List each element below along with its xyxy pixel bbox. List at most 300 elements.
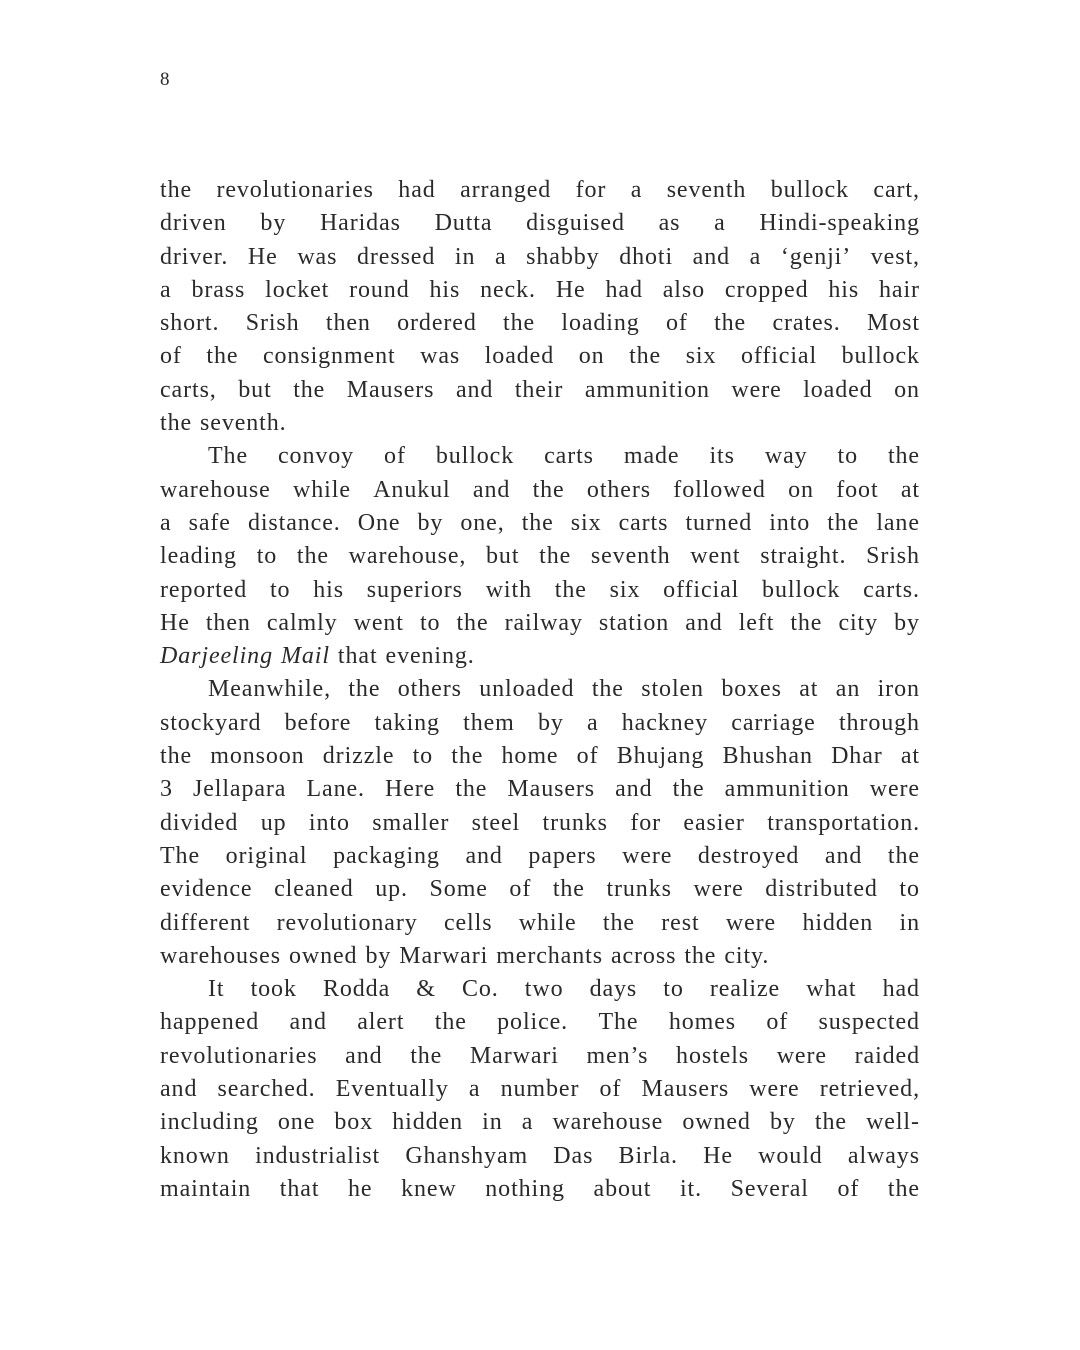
text-line — [160, 507, 920, 540]
word: industrialist — [255, 1142, 381, 1169]
word: the — [539, 543, 572, 570]
text-line — [160, 673, 920, 706]
word: stockyard — [160, 709, 262, 736]
word: loading — [561, 310, 640, 337]
word: One — [357, 509, 401, 536]
word: while — [518, 909, 577, 936]
word: disguised — [526, 210, 625, 237]
word: He — [160, 609, 190, 636]
word: bullock — [762, 576, 841, 603]
word: hair — [879, 276, 920, 303]
word: hidden — [802, 909, 874, 936]
text-line — [160, 773, 920, 806]
word: way — [764, 443, 808, 470]
text-line — [160, 307, 920, 340]
word: Srish — [866, 543, 920, 570]
word: while — [293, 476, 351, 503]
word: Co. — [461, 976, 499, 1003]
word: loaded — [803, 376, 873, 403]
text-line — [160, 340, 920, 373]
word: their — [514, 376, 564, 403]
word: Mausers — [346, 376, 435, 403]
word: but — [238, 376, 272, 403]
word: the — [296, 543, 329, 570]
word: and — [824, 842, 863, 869]
word: were — [731, 376, 782, 403]
word: crates. — [772, 310, 841, 337]
word: distributed — [765, 876, 878, 903]
word: cleaned — [274, 876, 354, 903]
word: the — [160, 743, 193, 770]
paragraph — [160, 174, 920, 440]
word: driven — [160, 210, 227, 237]
word: Most — [867, 310, 920, 337]
word: railway — [504, 609, 583, 636]
text-line — [160, 1106, 920, 1139]
word: were — [776, 1042, 827, 1069]
word: city. — [724, 942, 770, 969]
word: safe — [188, 509, 231, 536]
word: turned — [685, 509, 753, 536]
word: superiors — [366, 576, 463, 603]
word: was — [297, 243, 338, 270]
word: went — [353, 609, 404, 636]
word: about — [593, 1175, 652, 1202]
text-line — [160, 807, 920, 840]
word: on — [788, 476, 814, 503]
word: would — [758, 1142, 823, 1169]
word: the — [814, 1109, 847, 1136]
word: ordered — [397, 310, 477, 337]
word: evening. — [385, 643, 475, 670]
word: the — [456, 609, 489, 636]
word: arranged — [460, 177, 552, 203]
word: including — [160, 1109, 259, 1136]
word: had — [605, 276, 643, 303]
word: carts. — [863, 576, 920, 603]
word: a — [160, 276, 172, 303]
word: station — [598, 609, 670, 636]
word: He — [555, 276, 586, 303]
word: with — [485, 576, 532, 603]
word: to — [412, 743, 434, 770]
word: the — [591, 676, 624, 703]
word: searched. — [217, 1076, 316, 1103]
text-line — [160, 940, 920, 973]
word: by — [417, 509, 444, 536]
word: hidden — [392, 1109, 463, 1136]
word: Marwari — [469, 1042, 559, 1069]
word: six — [570, 509, 602, 536]
word: seventh. — [200, 410, 287, 437]
word: as — [658, 210, 681, 237]
paragraph — [160, 973, 920, 1206]
word: on — [894, 376, 920, 403]
word: dressed — [356, 243, 436, 270]
word: home — [501, 743, 559, 770]
word: through — [838, 709, 920, 736]
word: alert — [357, 1009, 405, 1036]
word: a — [494, 243, 507, 270]
word: merchants — [496, 942, 603, 969]
word: by — [769, 1109, 796, 1136]
word: at — [799, 676, 819, 703]
word: followed — [673, 476, 766, 503]
word: and — [685, 609, 723, 636]
text-line — [160, 607, 920, 640]
word: by — [537, 709, 564, 736]
word: one, — [460, 509, 505, 536]
word: Several — [730, 1175, 809, 1202]
word: revolutionary — [276, 909, 418, 936]
word: Das — [553, 1142, 594, 1169]
word: Bhujang — [616, 743, 705, 770]
word: of — [766, 1009, 789, 1036]
word: across — [610, 942, 677, 969]
word: and — [455, 376, 494, 403]
word: an — [835, 676, 861, 703]
word: easier — [683, 809, 745, 836]
word: loaded — [484, 343, 555, 370]
word: suspected — [818, 1009, 920, 1036]
text-line — [160, 640, 920, 673]
word: and — [692, 243, 731, 270]
paragraph — [160, 440, 920, 673]
word: carriage — [731, 709, 816, 736]
word: he — [348, 1175, 373, 1202]
word: the — [293, 376, 326, 403]
word: Bhushan — [722, 743, 813, 770]
word: at — [900, 743, 920, 770]
word: of — [509, 876, 532, 903]
word: the — [455, 776, 488, 803]
word: into — [308, 809, 350, 836]
word: a — [468, 1076, 481, 1103]
word: a — [630, 177, 643, 203]
word: into — [769, 509, 811, 536]
word: reported — [160, 576, 248, 603]
word: round — [349, 276, 410, 303]
word: then — [325, 310, 371, 337]
word: had — [398, 177, 436, 203]
word: the — [206, 343, 239, 370]
word: drizzle — [322, 743, 395, 770]
word: driver. — [160, 243, 229, 270]
word: destroyed — [697, 842, 800, 869]
word: bullock — [770, 177, 850, 203]
word: warehouse — [160, 476, 271, 503]
word: steel — [471, 809, 521, 836]
word: others — [397, 676, 462, 703]
word: trunks — [606, 876, 672, 903]
word: others — [586, 476, 651, 503]
word: that — [279, 1175, 320, 1202]
word: Mail — [280, 643, 330, 670]
word: of — [599, 1076, 622, 1103]
page-number: 8 — [160, 69, 170, 90]
word: known — [160, 1142, 230, 1169]
word: brass — [191, 276, 246, 303]
word: well- — [866, 1109, 920, 1136]
word: original — [225, 842, 308, 869]
word: Mausers — [507, 776, 596, 803]
word: took — [250, 976, 297, 1003]
word: the — [410, 1042, 443, 1069]
word: to — [256, 543, 278, 570]
body-text — [160, 174, 920, 1206]
word: his — [313, 576, 344, 603]
text-line — [160, 1040, 920, 1073]
word: warehouse — [552, 1109, 664, 1136]
word: and — [465, 842, 503, 869]
word: Here — [385, 776, 436, 803]
word: trunks — [542, 809, 608, 836]
word: to — [663, 976, 684, 1003]
text-line — [160, 707, 920, 740]
word: Marwari — [399, 942, 489, 969]
word: packaging — [333, 842, 440, 869]
word: before — [284, 709, 352, 736]
word: Dhar — [831, 743, 883, 770]
word: a — [587, 709, 599, 736]
word: on — [578, 343, 605, 370]
text-line — [160, 440, 920, 473]
text-line — [160, 374, 920, 407]
word: bullock — [435, 443, 515, 470]
word: in — [899, 909, 920, 936]
word: the — [160, 177, 193, 203]
text-line — [160, 174, 920, 207]
word: one — [277, 1109, 316, 1136]
word: for — [575, 177, 607, 203]
word: smaller — [372, 809, 450, 836]
word: convoy — [278, 443, 355, 470]
word: the — [434, 1009, 467, 1036]
word: were — [725, 909, 777, 936]
word: the — [451, 743, 484, 770]
word: revolutionaries — [160, 1042, 318, 1069]
word: The — [598, 1009, 639, 1036]
word: Anukul — [373, 476, 451, 503]
text-line — [160, 907, 920, 940]
word: in — [482, 1109, 503, 1136]
word: were — [749, 1076, 800, 1103]
word: the — [887, 443, 920, 470]
word: the — [887, 842, 920, 869]
word: the — [684, 942, 717, 969]
word: up — [260, 809, 287, 836]
word: Jellapara — [192, 776, 287, 803]
word: for — [630, 809, 662, 836]
word: carts — [618, 509, 669, 536]
word: Some — [429, 876, 488, 903]
word: stolen — [641, 676, 704, 703]
word: were — [869, 776, 920, 803]
word: official — [663, 576, 740, 603]
word: the — [790, 609, 823, 636]
word: carts — [544, 443, 594, 470]
text-line — [160, 1140, 920, 1173]
word: cropped — [724, 276, 809, 303]
word: hostels — [676, 1042, 750, 1069]
word: and — [160, 1076, 198, 1103]
text-line — [160, 574, 920, 607]
word: foot — [836, 476, 879, 503]
word: vest, — [870, 243, 920, 270]
word: papers — [528, 842, 597, 869]
text-line — [160, 407, 920, 440]
word: six — [609, 576, 641, 603]
word: had — [882, 976, 920, 1003]
word: warehouses — [160, 942, 281, 969]
word: dhoti — [619, 243, 674, 270]
word: them — [463, 709, 515, 736]
word: city — [838, 609, 879, 636]
word: & — [416, 976, 436, 1003]
text-line — [160, 740, 920, 773]
word: Haridas — [319, 210, 401, 237]
word: bullock — [841, 343, 920, 370]
word: a — [160, 509, 172, 536]
word: to — [899, 876, 920, 903]
word: ammunition — [724, 776, 850, 803]
word: Eventually — [335, 1076, 449, 1103]
word: by — [894, 609, 920, 636]
word: made — [623, 443, 680, 470]
word: seventh — [666, 177, 747, 203]
word: short. — [160, 310, 220, 337]
text-line — [160, 274, 920, 307]
word: official — [740, 343, 818, 370]
word: the — [629, 343, 662, 370]
word: left — [738, 609, 775, 636]
word: consignment — [262, 343, 396, 370]
word: the — [827, 509, 860, 536]
word: rest — [661, 909, 700, 936]
word: nothing — [485, 1175, 565, 1202]
word: ammunition — [584, 376, 710, 403]
word: cells — [443, 909, 493, 936]
word: seventh — [590, 543, 671, 570]
text-line — [160, 1073, 920, 1106]
word: always — [847, 1142, 920, 1169]
word: in — [454, 243, 476, 270]
word: six — [685, 343, 717, 370]
word: Meanwhile, — [208, 676, 331, 703]
word: to — [837, 443, 858, 470]
word: shabby — [526, 243, 600, 270]
word: the — [348, 676, 381, 703]
word: He — [247, 243, 278, 270]
word: revolutionaries — [216, 177, 374, 203]
word: the — [532, 476, 565, 503]
word: The — [208, 443, 249, 470]
word: ‘genji’ — [780, 243, 852, 270]
word: up. — [375, 876, 408, 903]
word: owned — [288, 942, 358, 969]
text-line — [160, 973, 920, 1006]
word: straight. — [760, 543, 847, 570]
word: of — [384, 443, 406, 470]
word: of — [160, 343, 182, 370]
word: the — [160, 410, 193, 437]
text-line — [160, 1006, 920, 1039]
word: his — [429, 276, 461, 303]
text-line — [160, 840, 920, 873]
word: were — [693, 876, 744, 903]
word: to — [419, 609, 441, 636]
word: also — [662, 276, 706, 303]
word: by — [365, 942, 392, 969]
word: number — [500, 1076, 580, 1103]
word: retrieved, — [819, 1076, 920, 1103]
word: a — [714, 210, 726, 237]
word: distance. — [247, 509, 341, 536]
word: Lane. — [306, 776, 365, 803]
word: Darjeeling — [160, 643, 273, 670]
word: cart, — [873, 177, 920, 203]
word: its — [709, 443, 735, 470]
text-line — [160, 1173, 920, 1206]
word: his — [828, 276, 860, 303]
word: iron — [877, 676, 920, 703]
word: the — [672, 776, 705, 803]
word: calmly — [266, 609, 338, 636]
word: hackney — [621, 709, 709, 736]
word: different — [160, 909, 251, 936]
word: Dutta — [434, 210, 493, 237]
word: were — [622, 842, 673, 869]
word: the — [552, 876, 585, 903]
word: was — [420, 343, 461, 370]
word: the — [521, 509, 554, 536]
word: 3 — [160, 776, 173, 803]
paragraph — [160, 673, 920, 973]
word: homes — [668, 1009, 736, 1036]
word: at — [900, 476, 920, 503]
word: the — [554, 576, 587, 603]
word: of — [576, 743, 599, 770]
word: realize — [709, 976, 781, 1003]
word: Ghanshyam — [405, 1142, 529, 1169]
word: raided — [854, 1042, 920, 1069]
word: of — [665, 310, 688, 337]
word: leading — [160, 543, 237, 570]
word: two — [524, 976, 564, 1003]
text-line — [160, 207, 920, 240]
word: carts, — [160, 376, 217, 403]
word: the — [503, 310, 536, 337]
text-line — [160, 241, 920, 274]
word: It — [208, 976, 225, 1003]
word: a — [521, 1109, 534, 1136]
word: evidence — [160, 876, 253, 903]
word: and — [345, 1042, 383, 1069]
word: owned — [682, 1109, 751, 1136]
word: by — [260, 210, 287, 237]
word: Mausers — [641, 1076, 730, 1103]
word: neck. — [480, 276, 536, 303]
text-line — [160, 474, 920, 507]
word: but — [486, 543, 520, 570]
word: that — [337, 643, 378, 670]
word: and — [615, 776, 653, 803]
word: locket — [265, 276, 330, 303]
word: police. — [497, 1009, 569, 1036]
word: box — [334, 1109, 374, 1136]
word: warehouse, — [348, 543, 467, 570]
word: Rodda — [322, 976, 391, 1003]
